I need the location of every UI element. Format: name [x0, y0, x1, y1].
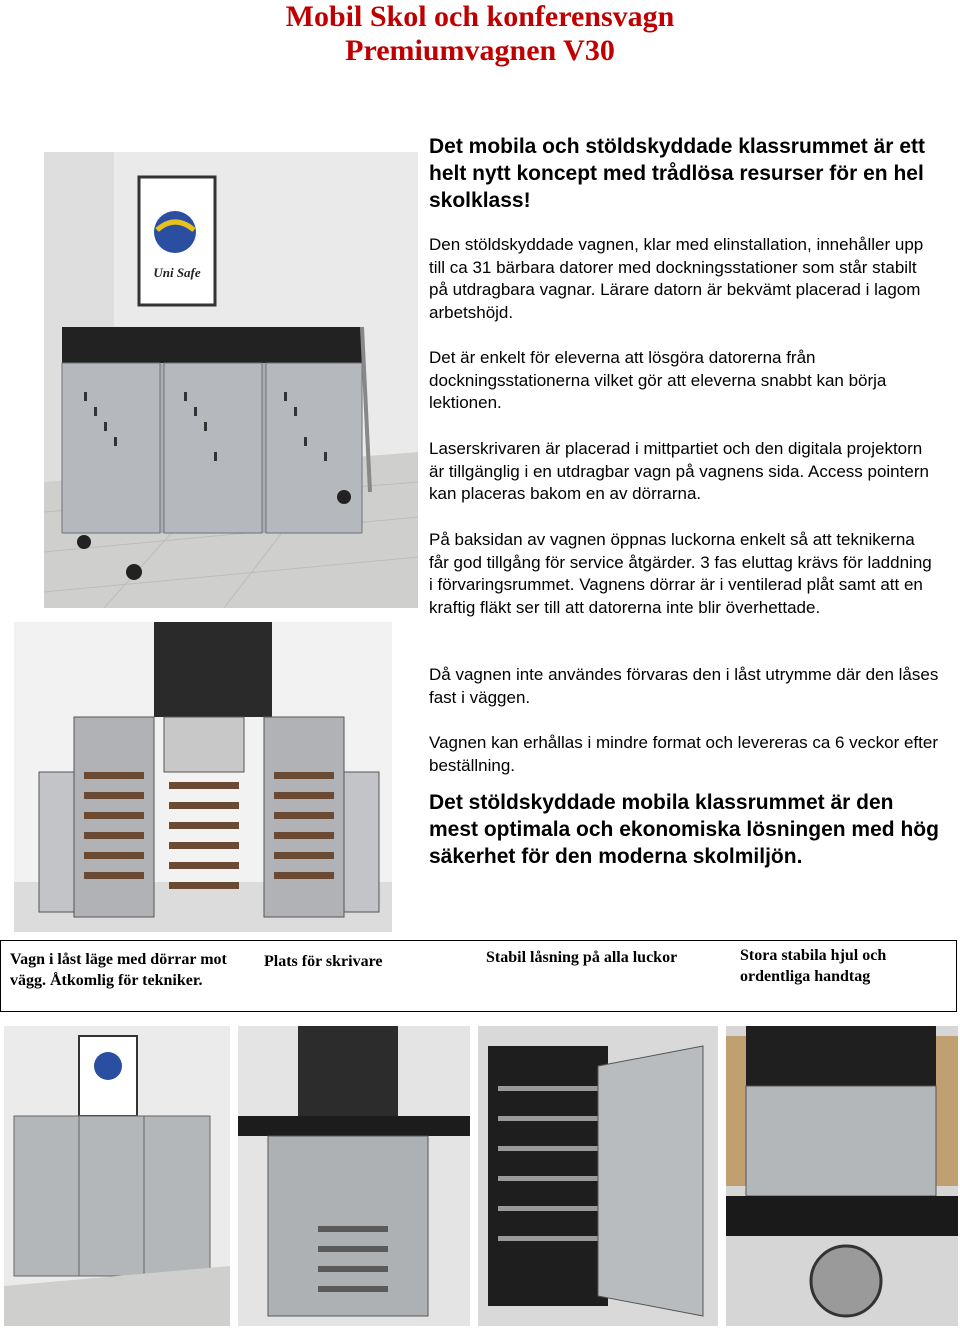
paragraph: Det är enkelt för eleverna att lösgöra datorerna från dockningsstationerna vilket gör att eleverna snabbt kan börja lektionen.	[429, 348, 887, 412]
paragraph: Då vagnen inte användes förvaras den i låst utrymme där den låses fast i väggen.	[429, 665, 939, 707]
paragraph: Vagnen kan erhållas i mindre format och levereras ca 6 veckor efter beställning.	[429, 733, 938, 775]
caption-3: Stabil låsning på alla luckor	[486, 949, 678, 966]
caption-4: Stora stabila hjul och ordentliga handtag	[740, 947, 887, 985]
photo-locking-doors	[478, 1026, 718, 1326]
photo-wheels	[726, 1026, 958, 1326]
photo-printer-space	[238, 1026, 470, 1326]
caption-row	[0, 940, 957, 1012]
page-subtitle: Premiumvagnen V30	[345, 34, 615, 67]
photo-closed-cart	[44, 152, 418, 608]
paragraph: På baksidan av vagnen öppnas luckorna enkelt så att teknikerna får god tillgång för service åtgärder. 3 fas eluttag krävs för laddning i förvaringsrummet. Vagnens dörrar är i ventilerad plåt samt att en kraftig fläkt ser till att datorerna inte blir överhettade.	[429, 530, 932, 617]
caption-1: Vagn i låst läge med dörrar mot vägg. Åtkomlig för tekniker.	[10, 951, 227, 989]
photo-locked-cart	[4, 1026, 230, 1326]
photo-open-cart	[14, 622, 392, 932]
caption-2: Plats för skrivare	[264, 953, 383, 970]
logo-text: Uni Safe	[153, 265, 201, 280]
conclusion-heading: Det stöldskyddade mobila klassrummet är den mest optimala och ekonomiska lösningen med hög säkerhet för den moderna skolmiljön.	[429, 791, 939, 868]
paragraph: Laserskrivaren är placerad i mittpartiet och den digitala projektorn är tillgänglig i en utdragbar vagn på vagnens sida. Access pointern kan placeras bakom en av dörrarna.	[429, 439, 929, 503]
paragraph: Den stöldskyddade vagnen, klar med elinstallation, innehåller upp till ca 31 bärbara datorer med dockningsstationer som står stabilt på utdragbara vagnar. Lärare datorn är bekvämt placerad i lagom arbetshöjd.	[429, 235, 924, 322]
intro-heading: Det mobila och stöldskyddade klassrummet är ett helt nytt koncept med trådlösa resurser för en hel skolklass!	[429, 135, 925, 212]
page-title: Mobil Skol och konferensvagn	[285, 0, 675, 33]
